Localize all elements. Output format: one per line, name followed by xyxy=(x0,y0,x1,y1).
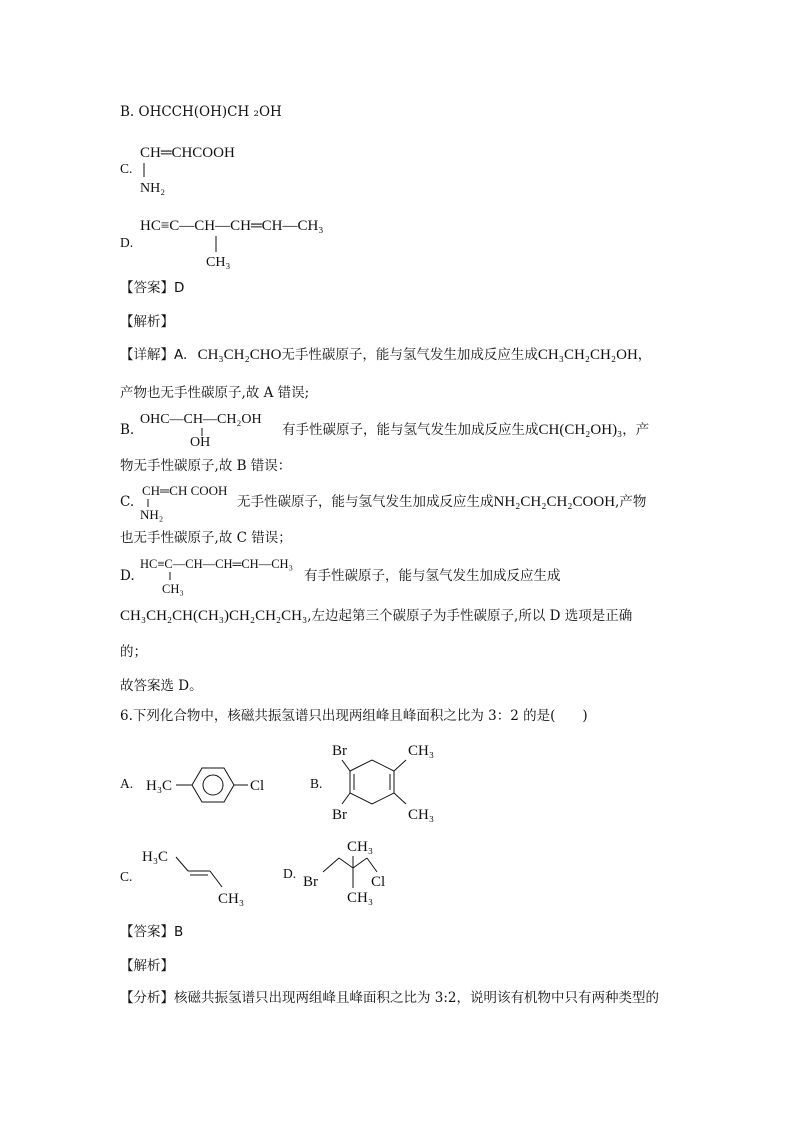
svg-text:Cl: Cl xyxy=(250,778,265,794)
svg-text:CH═CH COOH: CH═CH COOH xyxy=(142,483,228,498)
svg-text:Br: Br xyxy=(332,743,347,759)
svg-text:A.: A. xyxy=(120,776,134,791)
svg-text:Br: Br xyxy=(332,807,347,823)
detail-d-structure xyxy=(140,553,310,597)
svg-text:CH₃: CH₃ xyxy=(347,890,374,906)
detail-c-line1: 无手性碳原子，能与氢气发生加成反应生成NH₂CH₂CH₂COOH,产物 xyxy=(237,494,647,510)
svg-text:CH₃: CH₃ xyxy=(206,255,231,270)
q6-option-b-structure xyxy=(310,738,470,828)
detail-a-line2: 产物也无手性碳原子,故 A 错误; xyxy=(120,385,310,401)
q6-answer: 【答案】B xyxy=(120,924,184,940)
svg-text:CH₃: CH₃ xyxy=(347,839,374,855)
svg-text:Cl: Cl xyxy=(371,874,386,890)
q5-option-b: B. OHCCH(OH)CH ₂OH xyxy=(120,104,282,120)
detail-c-label: C. xyxy=(120,494,135,510)
detail-a-line1: 【详解】A. CH₃CH₂CHO无手性碳原子，能与氢气发生加成反应生成CH₃CH₂CH₂OH， xyxy=(120,347,652,363)
q6-analysis-head: 【解析】 xyxy=(120,958,174,974)
svg-text:H₃C: H₃C xyxy=(146,778,173,794)
detail-d-label: D. xyxy=(120,568,135,584)
q6-option-a-structure xyxy=(118,752,298,812)
svg-text:D.: D. xyxy=(283,866,297,881)
svg-text:HC≡C—CH—CH═CH—CH₃: HC≡C—CH—CH═CH—CH₃ xyxy=(140,557,293,571)
svg-text:OH: OH xyxy=(190,435,211,450)
detail-d-line2: CH₃CH₂CH(CH₃)CH₂CH₂CH₃,左边起第三个碳原子为手性碳原子,所以 D 选项是正确 xyxy=(120,608,633,624)
detail-c-structure xyxy=(140,480,250,524)
svg-text:CH═CHCOOH: CH═CHCOOH xyxy=(140,145,235,161)
q5-answer: 【答案】D xyxy=(120,280,185,296)
svg-text:OHC—CH—CH₂OH: OHC—CH—CH₂OH xyxy=(140,412,262,427)
svg-text:CH₃: CH₃ xyxy=(408,807,435,823)
detail-c-line2: 也无手性碳原子,故 C 错误； xyxy=(120,530,292,546)
detail-d-line3: 的； xyxy=(120,644,147,660)
svg-text:CH₃: CH₃ xyxy=(162,582,184,596)
q6-option-c-structure xyxy=(118,843,268,913)
svg-text:CH₃: CH₃ xyxy=(218,891,245,907)
svg-text:D.: D. xyxy=(120,235,134,250)
svg-text:CH₃: CH₃ xyxy=(408,743,435,759)
svg-text:C.: C. xyxy=(120,161,133,176)
q6-option-d-structure xyxy=(283,834,423,914)
q5-option-d-structure xyxy=(118,212,398,272)
q5-option-c-structure xyxy=(118,140,318,200)
svg-text:NH₂: NH₂ xyxy=(140,181,166,196)
detail-b-label: B. xyxy=(120,422,135,438)
detail-b-structure xyxy=(140,406,290,450)
detail-b-line2: 物无手性碳原子,故 B 错误： xyxy=(120,458,292,474)
q5-conclusion: 故答案选 D。 xyxy=(120,678,203,694)
svg-text:H₃C: H₃C xyxy=(142,849,169,865)
svg-text:C.: C. xyxy=(120,869,133,884)
q5-analysis-head: 【解析】 xyxy=(120,314,174,330)
detail-b-line1: 有手性碳原子，能与氢气发生加成反应生成CH(CH₂OH)₃，产 xyxy=(282,422,650,438)
svg-text:Br: Br xyxy=(303,874,318,890)
svg-text:B.: B. xyxy=(310,776,323,791)
detail-d-line1: 有手性碳原子，能与氢气发生加成反应生成 xyxy=(304,568,561,584)
q6-analysis: 【分析】核磁共振氢谱只出现两组峰且峰面积之比为 3:2，说明该有机物中只有两种类型的 xyxy=(120,990,660,1006)
q6-stem: 6.下列化合物中，核磁共振氢谱只出现两组峰且峰面积之比为 3：2 的是( ) xyxy=(120,708,588,724)
svg-text:NH₂: NH₂ xyxy=(140,507,164,522)
svg-text:HC≡C—CH—CH═CH—CH₃: HC≡C—CH—CH═CH—CH₃ xyxy=(140,218,324,234)
